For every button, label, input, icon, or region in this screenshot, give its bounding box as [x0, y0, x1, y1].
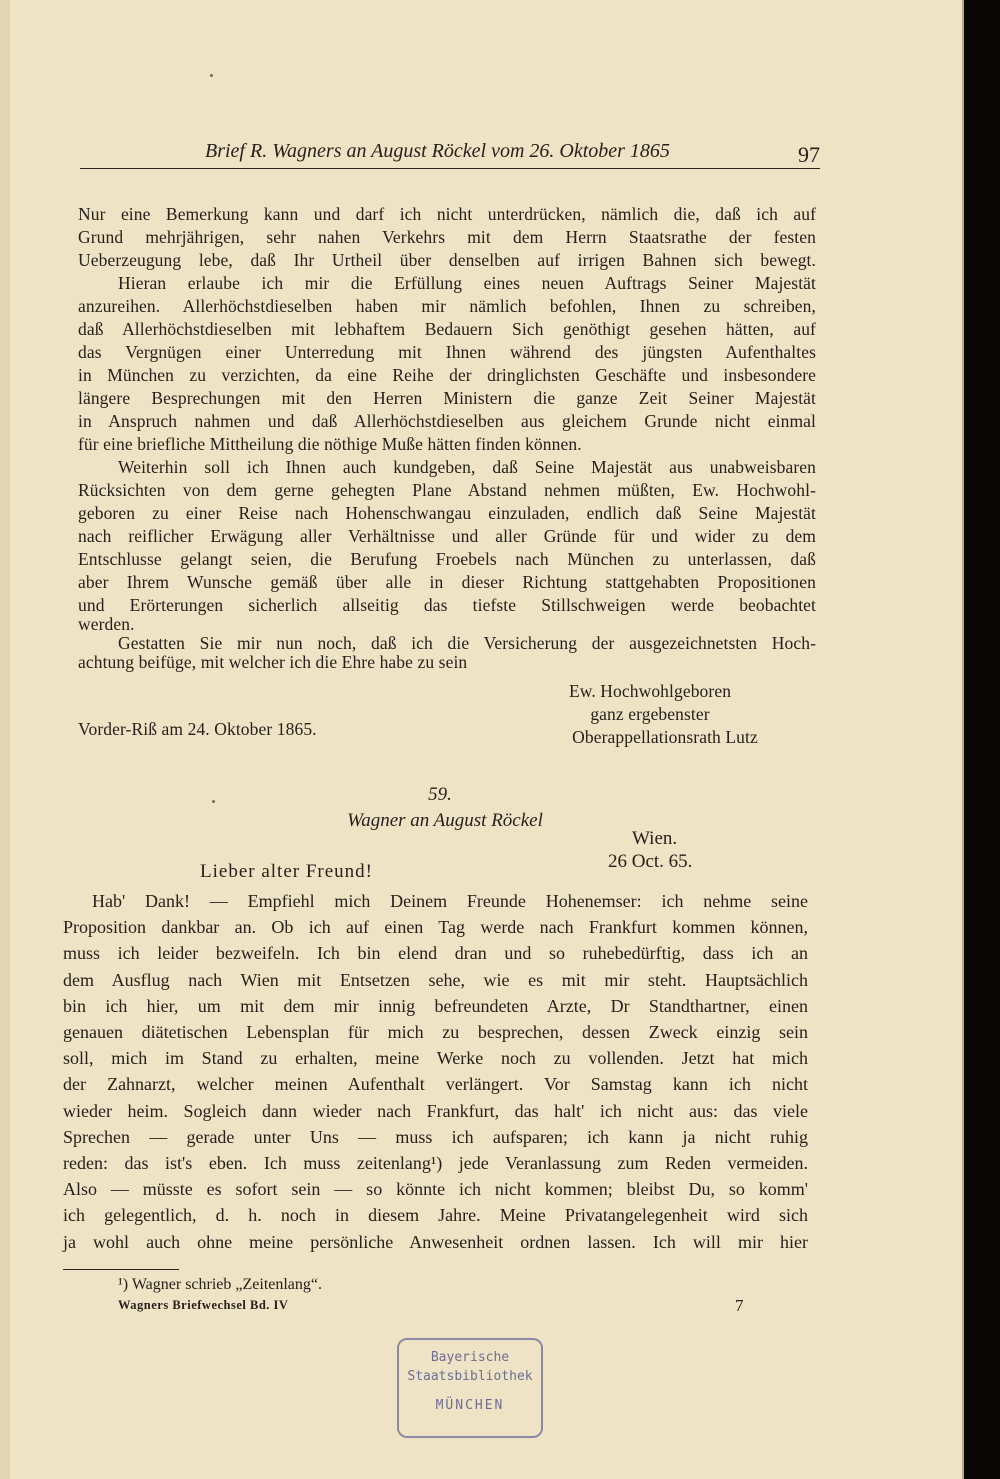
- closing-line: ganz ergebenster: [590, 704, 710, 724]
- sheet-number: 7: [735, 1296, 744, 1315]
- text-line: der Zahnarzt, welcher meinen Aufenthalt verlängert. Vor Samstag kann ich nicht: [63, 1074, 808, 1094]
- text-line: Proposition dankbar an. Ob ich auf einen Tag werde nach Frankfurt kommen können,: [63, 917, 808, 937]
- running-title: Brief R. Wagners an August Röckel vom 26. Oktober 1865: [205, 140, 670, 162]
- text-line: daß Allerhöchstdieselben mit lebhaftem Bedauern Sich genöthigt gesehen hätten, auf: [78, 319, 816, 339]
- text-line: Also — müsste es sofort sein — so könnte ich nicht kommen; bleibst Du, so komm': [63, 1179, 808, 1199]
- place-date: Vorder-Riß am 24. Oktober 1865.: [78, 719, 317, 739]
- paper-speck: [212, 800, 215, 803]
- text-line: Sprechen — gerade unter Uns — muss ich aufsparen; ich kann ja nicht ruhig: [63, 1127, 808, 1147]
- text-line: bin ich hier, um mit dem mir innig befreundeten Arzte, Dr Standthartner, einen: [63, 996, 808, 1016]
- signature-mark: Wagners Briefwechsel Bd. IV: [118, 1298, 289, 1312]
- page-edge: [0, 0, 10, 1479]
- text-line: Entschlusse gelangt seien, die Berufung Froebels nach München zu unterlassen, daß: [78, 549, 816, 569]
- text-line: längere Besprechungen mit den Herren Ministern die ganze Zeit Seiner Majestät: [78, 388, 816, 408]
- text-line: Hab' Dank! — Empfiehl mich Deinem Freunde Hohenemser: ich nehme seine: [92, 891, 808, 911]
- text-line: wieder heim. Sogleich dann wieder nach Frankfurt, das halt' ich nicht aus: das viele: [63, 1101, 808, 1121]
- letter-heading: Wagner an August Röckel: [347, 810, 543, 831]
- text-line: werden.: [78, 614, 135, 634]
- text-line: Hieran erlaube ich mir die Erfüllung eines neuen Auftrags Seiner Majestät: [118, 273, 816, 293]
- library-stamp: [397, 1338, 543, 1438]
- text-line: Rücksichten von dem gerne gehegten Plane Abstand nehmen müßten, Ew. Hochwohl-: [78, 480, 816, 500]
- text-line: und Erörterungen sicherlich allseitig das tiefste Stillschweigen werde beobachtet: [78, 595, 816, 615]
- text-line: ja wohl auch ohne meine persönliche Anwesenheit ordnen lassen. Ich will mir hier: [63, 1232, 808, 1252]
- text-line: genauen diätetischen Lebensplan für mich zu besprechen, dessen Zweck einzig sein: [63, 1022, 808, 1042]
- text-line: geboren zu einer Reise nach Hohenschwangau einzuladen, endlich daß Seine Majestät: [78, 503, 816, 523]
- letter-date: 26 Oct. 65.: [608, 851, 693, 872]
- running-header: [80, 140, 820, 169]
- footnote-rule: [63, 1269, 179, 1270]
- stamp-line: Staatsbibliothek: [407, 1369, 533, 1384]
- text-line: ich gelegentlich, d. h. noch in diesem Jahre. Meine Privatangelegenheit wird sich: [63, 1205, 808, 1225]
- text-line: aber Ihrem Wunsche gemäß über alle in dieser Richtung stattgehabten Propositionen: [78, 572, 816, 592]
- salutation: Lieber alter Freund!: [200, 861, 373, 882]
- letter-place: Wien.: [632, 828, 678, 849]
- letter-number: 59.: [428, 784, 452, 805]
- text-line: in Anspruch nahmen und daß Allerhöchstdieselben aus gleichem Grunde nicht einmal: [78, 411, 816, 431]
- paper-speck: [210, 74, 213, 77]
- stamp-line: Bayerische: [430, 1350, 510, 1365]
- text-line: Weiterhin soll ich Ihnen auch kundgeben, daß Seine Majestät aus unabweisbaren: [118, 457, 816, 477]
- text-line: Gestatten Sie mir nun noch, daß ich die Versicherung der ausgezeichnetsten Hoch-: [118, 633, 816, 653]
- text-line: Nur eine Bemerkung kann und darf ich nicht unterdrücken, nämlich die, daß ich auf: [78, 204, 816, 224]
- closing-line: Ew. Hochwohlgeboren: [568, 681, 732, 701]
- stamp-line: MÜNCHEN: [435, 1398, 505, 1413]
- text-line: Grund mehrjährigen, sehr nahen Verkehrs mit dem Herrn Staatsrathe der festen: [78, 227, 816, 247]
- text-line: achtung beifüge, mit welcher ich die Ehre habe zu sein: [78, 652, 468, 672]
- text-line: muss ich leider bezweifeln. Ich bin elend dran und so ruhebedürftig, dass ich an: [63, 943, 808, 963]
- text-line: dem Ausflug nach Wien mit Entsetzen sehe, wie es mit mir steht. Hauptsächlich: [63, 970, 808, 990]
- text-line: für eine briefliche Mittheilung die nöthige Muße hätten finden können.: [78, 434, 582, 454]
- page-number: 97: [798, 142, 820, 167]
- text-line: reden: das ist's eben. Ich muss zeitenlang¹) jede Veranlassung zum Reden vermeiden.: [63, 1153, 808, 1173]
- text-line: soll, mich im Stand zu erhalten, meine Werke noch zu vollenden. Jetzt hat mich: [63, 1048, 808, 1068]
- footnote: ¹) Wagner schrieb „Zeitenlang“.: [118, 1276, 323, 1293]
- text-line: Ueberzeugung lebe, daß Ihr Urtheil über denselben auf irrigen Bahnen sich bewegt.: [78, 250, 816, 270]
- text-line: anzureihen. Allerhöchstdieselben haben mir nämlich befohlen, Ihnen zu schreiben,: [78, 296, 816, 316]
- text-line: in München zu verzichten, da eine Reihe der dringlichsten Geschäfte und insbesondere: [78, 365, 816, 385]
- text-line: das Vergnügen einer Unterredung mit Ihnen während des jüngsten Aufenthaltes: [78, 342, 816, 362]
- text-line: nach reiflicher Erwägung aller Verhältnisse und aller Gründe für und wider zu dem: [78, 526, 816, 546]
- signatory: Oberappellationsrath Lutz: [572, 727, 758, 747]
